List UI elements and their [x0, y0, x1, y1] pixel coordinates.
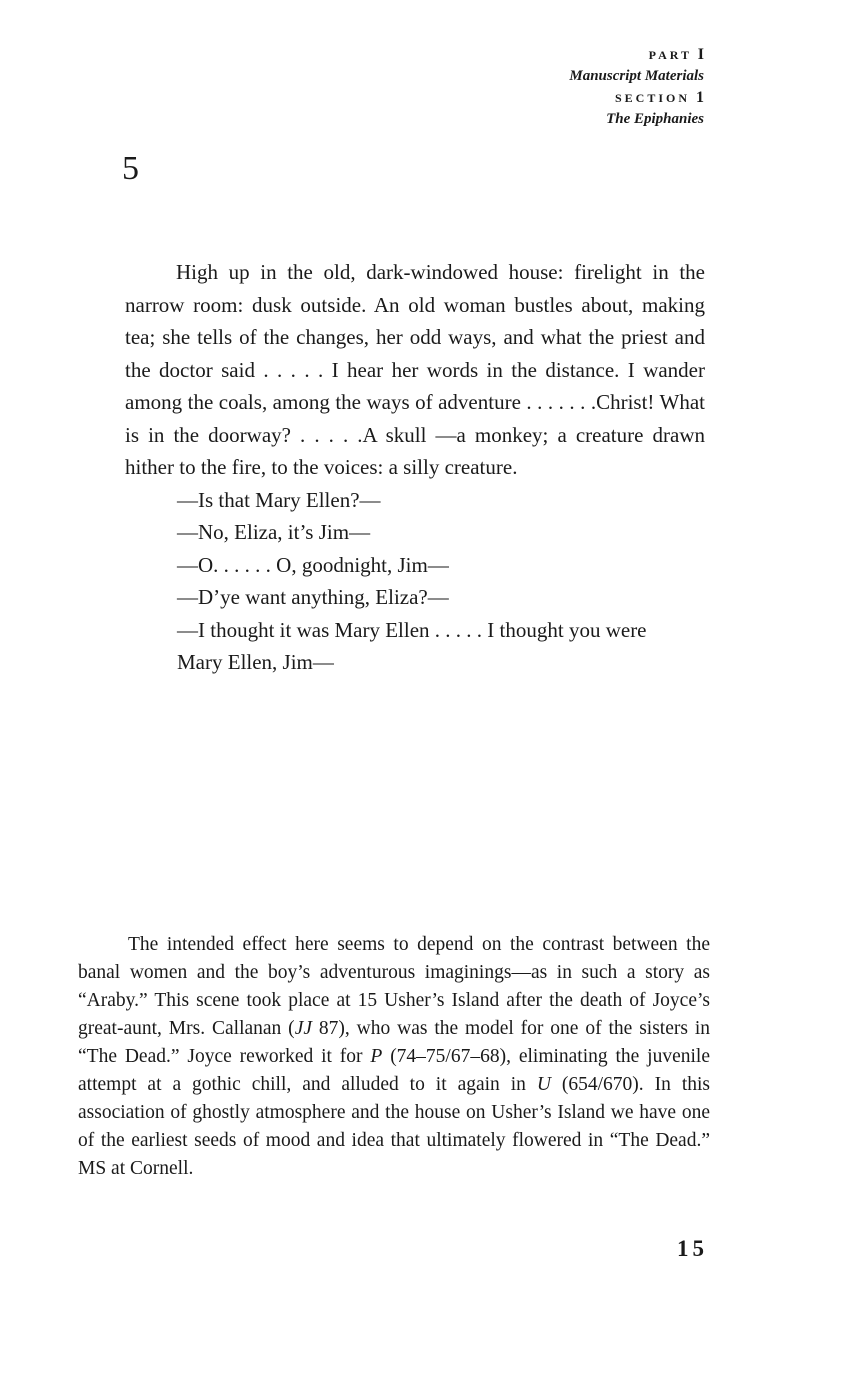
dialogue-line: —No, Eliza, it’s Jim— [177, 520, 371, 544]
epiphany-paragraph: High up in the old, dark-windowed house: firelight in the narrow room: dusk outside. An old woman bustles about, making tea; she tells of the changes, her odd ways, and what the priest and the doctor said . . . . . I hear her words in the distance. I wander among the coals, among the ways of adventure . . . . . . .Christ! What is in the doorway? . . . . .A skull —a monkey; a creature drawn hither to the fire, to the voices: a silly creature. [125, 260, 705, 479]
part-number: I [697, 46, 704, 63]
commentary-text: (654/670). In this association of ghostly atmosphere and the house on Usher’s Island we have one of the earliest seeds of mood and idea that ultimately flowered in “The Dead.” MS at Cornell. [78, 1074, 710, 1179]
dialogue-line: —I thought it was Mary Ellen . . . . . I thought you were Mary Ellen, Jim— [177, 617, 647, 674]
reference-p: P [370, 1046, 383, 1067]
commentary-text: 87), who was the model for one of the sisters in “The Dead.” Joyce reworked it for [78, 1018, 711, 1067]
commentary-text: The intended effect here seems to depend on the contrast between the banal women and the boy’s adventurous imaginings—as in such a story as “Araby.” This scene took place at 15 Usher’s Island after the death of Joyce’s great-aunt, Mrs. Callanan ( [78, 934, 710, 1039]
section-title: The Epiphanies [606, 111, 704, 127]
dialogue-line: —Is that Mary Ellen?— [177, 487, 381, 512]
commentary-paragraph [78, 931, 710, 1183]
page-number: 15 [677, 1236, 708, 1261]
part-word: PART [648, 48, 692, 62]
dialogue [125, 484, 705, 679]
part-label [569, 44, 704, 66]
section-number: 1 [696, 89, 704, 106]
reference-jj: JJ [294, 1018, 312, 1039]
reference-u: U [536, 1074, 551, 1095]
dialogue-line: —O. . . . . . O, goodnight, Jim— [177, 552, 449, 577]
section-word: SECTION [614, 91, 690, 105]
section-label [569, 87, 704, 109]
part-title: Manuscript Materials [569, 68, 704, 84]
dialogue-line: —D’ye want anything, Eliza?— [177, 585, 449, 609]
running-head [569, 44, 704, 130]
epiphany-text [125, 256, 705, 679]
commentary-text: (74–75/67–68), eliminating the juvenile attempt at a gothic chill, and alluded to it again in [78, 1046, 710, 1095]
commentary [78, 931, 710, 1183]
epiphany-number: 5 [122, 150, 139, 187]
